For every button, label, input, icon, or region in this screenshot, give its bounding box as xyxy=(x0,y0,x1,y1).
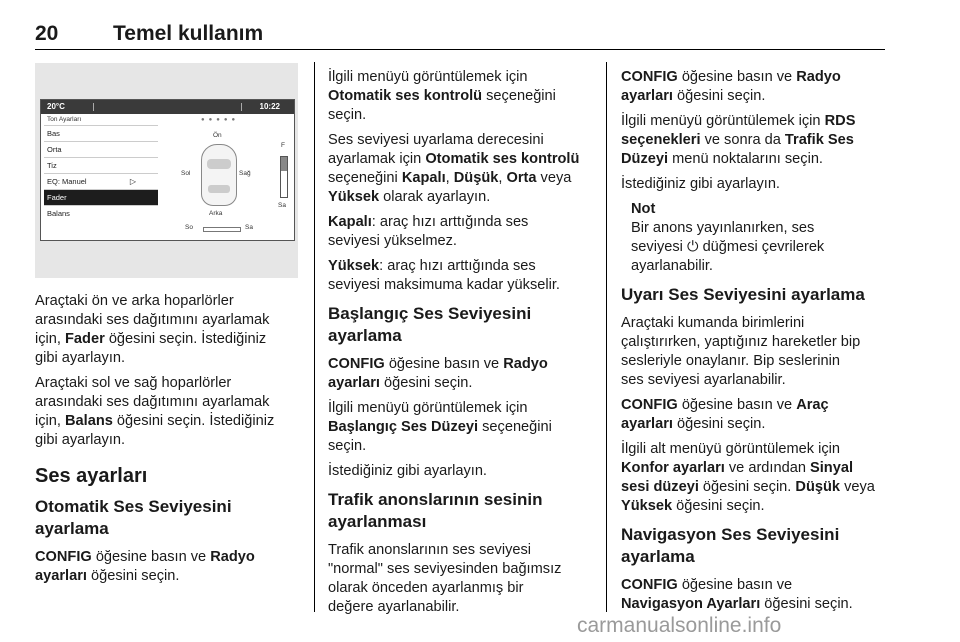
subsection-heading: Navigasyon Ses Seviyesini ayarlama xyxy=(621,525,840,566)
paragraph: İstediğiniz gibi ayarlayın. xyxy=(621,176,780,192)
fader-slider[interactable] xyxy=(280,156,288,198)
label-so-bottom: So xyxy=(185,224,193,231)
paragraph: İlgili menüyü görüntülemek için Başlangıç Ses Düzeyi seçeneğini seçin. xyxy=(328,400,552,454)
clock-readout: 10:22 xyxy=(259,102,280,111)
paragraph: CONFIG öğesine basın ve Radyo ayarları öğesini seçin. xyxy=(35,549,255,584)
menu-item-balans[interactable]: Balans xyxy=(44,205,158,221)
column-1 xyxy=(35,292,305,592)
label-front: Ön xyxy=(213,132,222,139)
label-rear: Arka xyxy=(209,210,223,217)
paragraph: Yüksek: araç hızı arttığında ses seviyesi maksimuma kadar yükselir. xyxy=(328,258,560,293)
paragraph: CONFIG öğesine basın ve Radyo ayarları öğesini seçin. xyxy=(328,356,548,391)
balance-slider[interactable] xyxy=(203,227,241,232)
menu-item-bas[interactable]: Bas xyxy=(44,125,158,141)
page-header xyxy=(35,22,263,46)
car-top-view-icon xyxy=(201,144,237,206)
page-title: Temel kullanım xyxy=(113,22,264,45)
label-left: Sol xyxy=(181,170,191,177)
paragraph: Kapalı: araç hızı arttığında ses seviyesi yükselmez. xyxy=(328,214,529,249)
screenshot-figure xyxy=(35,63,298,278)
chevron-right-icon: ▷ xyxy=(129,177,136,186)
paragraph: İlgili menüyü görüntülemek için Otomatik ses kontrolü seçeneğini seçin. xyxy=(328,69,556,123)
paragraph: İstediğiniz gibi ayarlayın. xyxy=(328,463,487,479)
paragraph: Ses seviyesi uyarlama derecesini ayarlamak için Otomatik ses kontrolü seçeneğini Kapalı, Düşük, Orta veya Yüksek olarak ayarlayın. xyxy=(328,132,580,205)
label-sa: Sa xyxy=(278,202,286,209)
label-right: Sağ xyxy=(239,170,251,177)
menu-item-eq[interactable]: EQ: Manuel ▷ xyxy=(44,173,158,189)
tone-menu-list xyxy=(44,125,158,221)
paragraph: Trafik anonslarının ses seviyesi "normal" ses seviyesinden bağımsız olarak önceden ayarlanmış bir değere ayarlanabilir. xyxy=(328,542,562,615)
header-rule xyxy=(35,49,885,50)
paragraph: Araçtaki kumanda birimlerini çalıştırırken, yaptığınız hareketler bip sesleriyle onaylanır. Bip seslerinin ses seviyesi ayarlanabilir. xyxy=(621,315,861,388)
menu-item-orta[interactable]: Orta xyxy=(44,141,158,157)
label-sa-bottom: Sa xyxy=(245,224,253,231)
menu-title: Ton Ayarları xyxy=(47,116,82,123)
subsection-heading: Başlangıç Ses Seviyesini ayarlama xyxy=(328,304,532,345)
status-icons: ●●●●● xyxy=(201,117,240,123)
label-f: F xyxy=(281,142,285,149)
column-divider-2 xyxy=(606,62,607,612)
note-title: Not xyxy=(631,201,656,217)
column-3 xyxy=(621,68,893,620)
paragraph: Araçtaki ön ve arka hoparlörler arasındaki ses dağıtımını ayarlamak için, Fader öğesini seçin. İstediğiniz gibi ayarlayın. xyxy=(35,293,270,366)
note-box: Not Bir anons yayınlanırken, ses seviyesi ⏻ düğmesi çevrilerek ayarlanabilir. xyxy=(631,201,825,274)
paragraph: CONFIG öğesine basın ve Radyo ayarları öğesini seçin. xyxy=(621,69,841,104)
power-knob-icon: ⏻ xyxy=(686,239,699,255)
subsection-heading: Trafik anonslarının sesinin ayarlanması xyxy=(328,490,543,531)
column-2 xyxy=(328,68,600,623)
infotainment-screen xyxy=(40,99,295,241)
paragraph: CONFIG öğesine basın ve Araç ayarları öğesini seçin. xyxy=(621,397,829,432)
column-divider-1 xyxy=(314,62,315,612)
paragraph: CONFIG öğesine basın ve Navigasyon Ayarları öğesini seçin. xyxy=(621,577,853,612)
menu-item-tiz[interactable]: Tiz xyxy=(44,157,158,173)
page-number: 20 xyxy=(35,22,59,45)
menu-item-fader[interactable]: Fader xyxy=(44,189,158,205)
watermark: carmanualsonline.info xyxy=(577,614,782,637)
paragraph: İlgili alt menüyü görüntülemek için Konfor ayarları ve ardından Sinyal sesi düzeyi öğesini seçin. Düşük veya Yüksek öğesini seçin. xyxy=(621,441,875,514)
section-heading: Ses ayarları xyxy=(35,465,148,487)
paragraph: İlgili menüyü görüntülemek için RDS seçenekleri ve sonra da Trafik Ses Düzeyi menü noktalarını seçin. xyxy=(621,113,856,167)
status-bar xyxy=(41,100,294,114)
subsection-heading: Otomatik Ses Seviyesini ayarlama xyxy=(35,497,232,538)
temperature-readout: 20°C xyxy=(47,102,65,111)
paragraph: Araçtaki sol ve sağ hoparlörler arasındaki ses dağıtımını ayarlamak için, Balans öğesini seçin. İstediğiniz gibi ayarlayın. xyxy=(35,375,275,448)
subsection-heading: Uyarı Ses Seviyesini ayarlama xyxy=(621,285,865,304)
